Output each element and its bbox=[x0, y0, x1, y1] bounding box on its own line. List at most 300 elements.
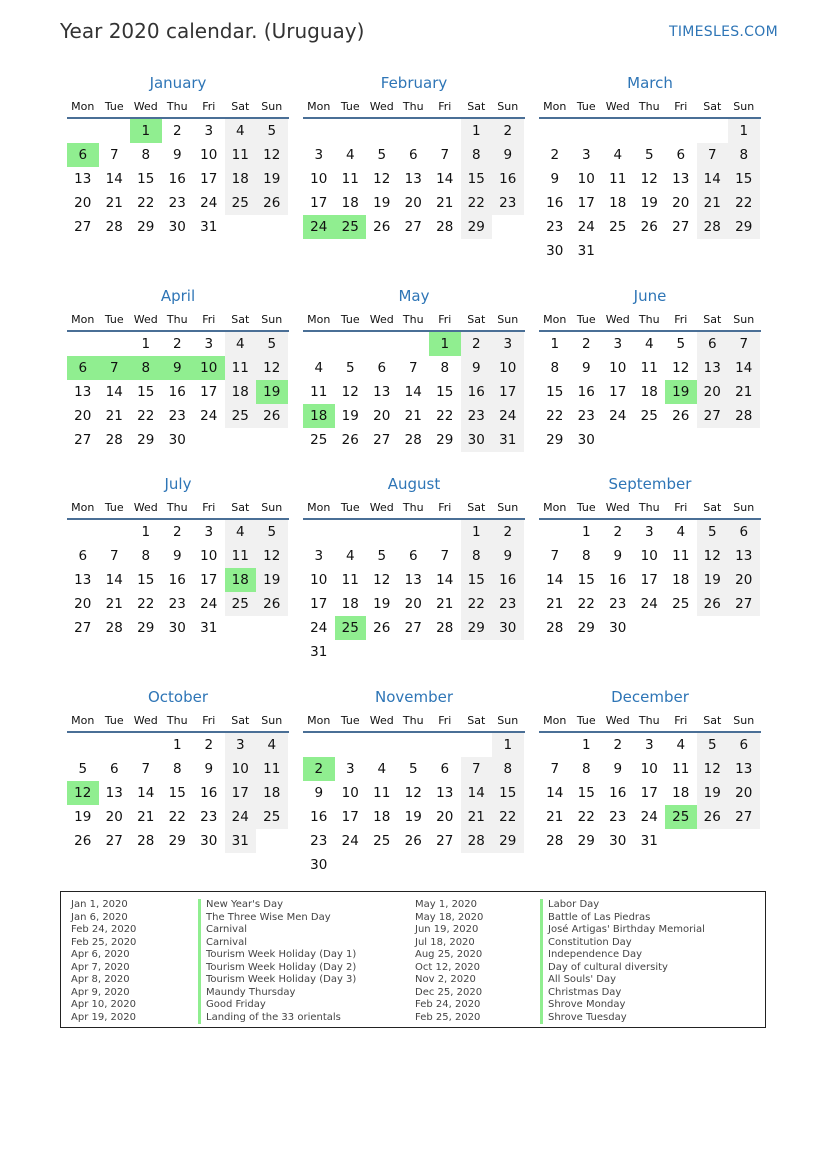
day-cell: 10 bbox=[609, 360, 627, 376]
holiday-day-cell: 2 bbox=[303, 757, 335, 781]
day-cell: 17 bbox=[225, 781, 257, 805]
day-cell: 1 bbox=[492, 733, 524, 757]
month-name: March bbox=[627, 74, 673, 92]
day-cell: 31 bbox=[200, 219, 218, 235]
day-cell: 1 bbox=[461, 119, 493, 143]
day-cell: 11 bbox=[373, 785, 391, 801]
day-cell: 14 bbox=[546, 572, 564, 588]
day-cell: 20 bbox=[105, 809, 123, 825]
day-cell: 7 bbox=[728, 332, 760, 356]
legend-date: Dec 25, 2020 bbox=[415, 986, 483, 998]
day-cell: 13 bbox=[697, 356, 729, 380]
day-cell: 15 bbox=[436, 384, 454, 400]
weekday-label: Tue bbox=[104, 313, 124, 326]
day-cell: 19 bbox=[697, 781, 729, 805]
day-cell: 4 bbox=[377, 761, 387, 777]
legend-date: Oct 12, 2020 bbox=[415, 961, 480, 973]
day-cell: 17 bbox=[640, 785, 658, 801]
holiday-day-cell: 8 bbox=[130, 356, 162, 380]
day-cell: 31 bbox=[640, 833, 658, 849]
day-cell: 9 bbox=[581, 360, 591, 376]
day-cell: 18 bbox=[256, 781, 288, 805]
weekday-label: Mon bbox=[307, 313, 331, 326]
day-cell: 6 bbox=[440, 761, 450, 777]
weekday-label: Sun bbox=[497, 501, 519, 514]
day-cell: 18 bbox=[373, 809, 391, 825]
weekday-label: Mon bbox=[71, 501, 95, 514]
weekday-label: Mon bbox=[543, 501, 567, 514]
day-cell: 26 bbox=[640, 219, 658, 235]
weekday-label: Tue bbox=[340, 313, 360, 326]
day-cell: 2 bbox=[172, 123, 182, 139]
day-cell: 20 bbox=[373, 408, 391, 424]
day-cell: 26 bbox=[404, 833, 422, 849]
weekday-label: Mon bbox=[71, 313, 95, 326]
day-cell: 11 bbox=[225, 544, 257, 568]
day-cell: 27 bbox=[373, 432, 391, 448]
day-cell: 17 bbox=[310, 195, 328, 211]
weekday-label: Wed bbox=[133, 100, 158, 113]
day-cell: 19 bbox=[74, 809, 92, 825]
day-cell: 28 bbox=[137, 833, 155, 849]
day-cell: 23 bbox=[168, 195, 186, 211]
day-cell: 30 bbox=[546, 243, 564, 259]
day-cell: 12 bbox=[672, 360, 690, 376]
day-cell: 1 bbox=[141, 336, 151, 352]
day-cell: 8 bbox=[440, 360, 450, 376]
day-cell: 16 bbox=[168, 171, 186, 187]
day-cell: 2 bbox=[492, 520, 524, 544]
weekday-label: Sun bbox=[497, 100, 519, 113]
month-name: August bbox=[387, 475, 441, 493]
day-cell: 30 bbox=[168, 219, 186, 235]
day-cell: 4 bbox=[613, 147, 623, 163]
day-cell: 7 bbox=[408, 360, 418, 376]
weekday-label: Thu bbox=[166, 501, 188, 514]
day-cell: 31 bbox=[225, 829, 257, 853]
day-cell: 13 bbox=[74, 171, 92, 187]
day-cell: 12 bbox=[256, 143, 288, 167]
day-cell: 7 bbox=[109, 147, 119, 163]
month-name: February bbox=[380, 74, 448, 92]
day-cell: 6 bbox=[697, 332, 729, 356]
day-cell: 26 bbox=[697, 592, 729, 616]
day-cell: 20 bbox=[436, 809, 454, 825]
month-name: September bbox=[608, 475, 692, 493]
day-cell: 5 bbox=[377, 147, 387, 163]
day-cell: 19 bbox=[256, 568, 288, 592]
day-cell: 28 bbox=[461, 829, 493, 853]
day-cell: 30 bbox=[609, 620, 627, 636]
day-cell: 18 bbox=[341, 195, 359, 211]
day-cell: 22 bbox=[461, 191, 493, 215]
holiday-day-cell: 18 bbox=[225, 568, 257, 592]
day-cell: 28 bbox=[436, 620, 454, 636]
holiday-legend bbox=[60, 891, 766, 1028]
day-cell: 26 bbox=[256, 592, 288, 616]
weekday-label: Thu bbox=[638, 313, 660, 326]
day-cell: 5 bbox=[256, 119, 288, 143]
legend-date: Apr 10, 2020 bbox=[71, 999, 137, 1010]
day-cell: 25 bbox=[672, 596, 690, 612]
day-cell: 3 bbox=[314, 548, 324, 564]
day-cell: 3 bbox=[204, 336, 214, 352]
legend-holiday-name: Independence Day bbox=[540, 949, 642, 962]
day-cell: 7 bbox=[550, 548, 560, 564]
month-name: January bbox=[149, 74, 207, 92]
day-cell: 30 bbox=[461, 428, 493, 452]
day-cell: 18 bbox=[225, 167, 257, 191]
weekday-label: Sun bbox=[261, 313, 283, 326]
day-cell: 30 bbox=[168, 432, 186, 448]
day-cell: 15 bbox=[492, 781, 524, 805]
day-cell: 6 bbox=[408, 548, 418, 564]
day-cell: 17 bbox=[200, 171, 218, 187]
day-cell: 3 bbox=[314, 147, 324, 163]
legend-date: Jan 6, 2020 bbox=[71, 911, 128, 923]
day-cell: 12 bbox=[697, 544, 729, 568]
month-name: June bbox=[633, 287, 667, 305]
day-cell: 4 bbox=[676, 524, 686, 540]
day-cell: 14 bbox=[728, 356, 760, 380]
day-cell: 30 bbox=[492, 616, 524, 640]
day-cell: 24 bbox=[200, 596, 218, 612]
weekday-label: Wed bbox=[133, 714, 158, 727]
day-cell: 13 bbox=[728, 757, 760, 781]
day-cell: 9 bbox=[172, 147, 182, 163]
day-cell: 2 bbox=[613, 737, 623, 753]
legend-holiday-name: José Artigas' Birthday Memorial bbox=[540, 924, 705, 937]
day-cell: 13 bbox=[74, 572, 92, 588]
day-cell: 2 bbox=[613, 524, 623, 540]
legend-holiday-name: Shrove Tuesday bbox=[540, 1012, 627, 1025]
day-cell: 10 bbox=[200, 147, 218, 163]
day-cell: 9 bbox=[550, 171, 560, 187]
day-cell: 17 bbox=[341, 809, 359, 825]
day-cell: 30 bbox=[200, 833, 218, 849]
day-cell: 21 bbox=[137, 809, 155, 825]
day-cell: 3 bbox=[345, 761, 355, 777]
day-cell: 13 bbox=[373, 384, 391, 400]
day-cell: 30 bbox=[168, 620, 186, 636]
day-cell: 20 bbox=[404, 596, 422, 612]
day-cell: 29 bbox=[137, 620, 155, 636]
day-cell: 25 bbox=[609, 219, 627, 235]
weekday-label: Sun bbox=[733, 100, 755, 113]
day-cell: 12 bbox=[404, 785, 422, 801]
day-cell: 16 bbox=[609, 785, 627, 801]
day-cell: 22 bbox=[492, 805, 524, 829]
weekday-label: Sun bbox=[261, 100, 283, 113]
day-cell: 5 bbox=[345, 360, 355, 376]
day-cell: 7 bbox=[697, 143, 729, 167]
day-cell: 13 bbox=[728, 544, 760, 568]
day-cell: 8 bbox=[728, 143, 760, 167]
day-cell: 24 bbox=[640, 809, 658, 825]
day-cell: 13 bbox=[404, 572, 422, 588]
day-cell: 10 bbox=[225, 757, 257, 781]
day-cell: 11 bbox=[672, 548, 690, 564]
day-cell: 29 bbox=[461, 616, 493, 640]
day-cell: 18 bbox=[341, 596, 359, 612]
day-cell: 6 bbox=[377, 360, 387, 376]
day-cell: 1 bbox=[581, 737, 591, 753]
day-cell: 29 bbox=[577, 833, 595, 849]
month-name: April bbox=[160, 287, 196, 305]
day-cell: 23 bbox=[168, 596, 186, 612]
weekday-label: Tue bbox=[340, 100, 360, 113]
day-cell: 26 bbox=[697, 805, 729, 829]
day-cell: 5 bbox=[256, 332, 288, 356]
day-cell: 4 bbox=[225, 332, 257, 356]
day-cell: 29 bbox=[461, 215, 493, 239]
legend-holiday-name: Carnival bbox=[198, 937, 247, 950]
day-cell: 8 bbox=[581, 548, 591, 564]
holiday-day-cell: 24 bbox=[303, 215, 335, 239]
day-cell: 19 bbox=[640, 195, 658, 211]
weekday-label: Thu bbox=[638, 501, 660, 514]
legend-holiday-name: Constitution Day bbox=[540, 937, 632, 950]
day-cell: 15 bbox=[168, 785, 186, 801]
day-cell: 15 bbox=[461, 167, 493, 191]
weekday-label: Tue bbox=[576, 501, 596, 514]
day-cell: 15 bbox=[577, 572, 595, 588]
legend-date: Jan 1, 2020 bbox=[71, 899, 128, 910]
day-cell: 24 bbox=[341, 833, 359, 849]
day-cell: 3 bbox=[581, 147, 591, 163]
day-cell: 11 bbox=[225, 356, 257, 380]
weekday-label: Mon bbox=[307, 501, 331, 514]
day-cell: 4 bbox=[314, 360, 324, 376]
day-cell: 9 bbox=[461, 356, 493, 380]
weekday-label: Sat bbox=[703, 501, 722, 514]
day-cell: 12 bbox=[373, 572, 391, 588]
day-cell: 20 bbox=[74, 408, 92, 424]
day-cell: 9 bbox=[172, 548, 182, 564]
weekday-label: Sat bbox=[467, 714, 486, 727]
day-cell: 30 bbox=[609, 833, 627, 849]
day-cell: 13 bbox=[74, 384, 92, 400]
weekday-label: Tue bbox=[104, 714, 124, 727]
holiday-day-cell: 18 bbox=[303, 404, 335, 428]
day-cell: 22 bbox=[546, 408, 564, 424]
weekday-label: Sat bbox=[703, 714, 722, 727]
legend-date: Apr 9, 2020 bbox=[71, 986, 130, 998]
legend-holiday-name: Tourism Week Holiday (Day 3) bbox=[198, 974, 356, 987]
day-cell: 3 bbox=[204, 524, 214, 540]
day-cell: 23 bbox=[609, 596, 627, 612]
day-cell: 5 bbox=[377, 548, 387, 564]
holiday-day-cell: 19 bbox=[665, 380, 697, 404]
legend-holiday-name: Day of cultural diversity bbox=[540, 962, 668, 975]
holiday-day-cell: 1 bbox=[130, 119, 162, 143]
weekday-label: Sun bbox=[733, 313, 755, 326]
day-cell: 2 bbox=[550, 147, 560, 163]
day-cell: 7 bbox=[550, 761, 560, 777]
day-cell: 9 bbox=[492, 143, 524, 167]
weekday-label: Mon bbox=[543, 313, 567, 326]
holiday-day-cell: 7 bbox=[99, 356, 131, 380]
day-cell: 8 bbox=[461, 143, 493, 167]
holiday-day-cell: 10 bbox=[193, 356, 225, 380]
month-name: May bbox=[398, 287, 430, 305]
day-cell: 26 bbox=[341, 432, 359, 448]
day-cell: 20 bbox=[74, 596, 92, 612]
brand-link[interactable]: TIMESLES.COM bbox=[669, 24, 778, 40]
day-cell: 12 bbox=[256, 356, 288, 380]
legend-holiday-name: The Three Wise Men Day bbox=[198, 912, 331, 925]
day-cell: 30 bbox=[310, 857, 328, 873]
day-cell: 23 bbox=[492, 191, 524, 215]
day-cell: 27 bbox=[697, 404, 729, 428]
weekday-label: Sat bbox=[467, 501, 486, 514]
day-cell: 18 bbox=[640, 384, 658, 400]
day-cell: 20 bbox=[74, 195, 92, 211]
day-cell: 3 bbox=[644, 524, 654, 540]
day-cell: 26 bbox=[256, 191, 288, 215]
legend-date: Apr 6, 2020 bbox=[71, 949, 130, 960]
weekday-label: Tue bbox=[340, 501, 360, 514]
day-cell: 21 bbox=[461, 805, 493, 829]
day-cell: 14 bbox=[546, 785, 564, 801]
holiday-day-cell: 19 bbox=[256, 380, 288, 404]
day-cell: 19 bbox=[404, 809, 422, 825]
weekday-label: Thu bbox=[402, 313, 424, 326]
day-cell: 11 bbox=[341, 572, 359, 588]
day-cell: 6 bbox=[728, 733, 760, 757]
weekday-label: Thu bbox=[402, 501, 424, 514]
day-cell: 4 bbox=[644, 336, 654, 352]
legend-date: Apr 19, 2020 bbox=[71, 1011, 137, 1023]
day-cell: 2 bbox=[204, 737, 214, 753]
day-cell: 15 bbox=[461, 568, 493, 592]
day-cell: 7 bbox=[440, 548, 450, 564]
weekday-label: Wed bbox=[133, 501, 158, 514]
day-cell: 15 bbox=[137, 572, 155, 588]
day-cell: 6 bbox=[676, 147, 686, 163]
weekday-label: Wed bbox=[369, 100, 394, 113]
day-cell: 1 bbox=[172, 737, 182, 753]
day-cell: 18 bbox=[672, 785, 690, 801]
day-cell: 28 bbox=[404, 432, 422, 448]
weekday-label: Sat bbox=[231, 100, 250, 113]
day-cell: 5 bbox=[697, 520, 729, 544]
legend-holiday-name: Carnival bbox=[198, 924, 247, 937]
day-cell: 15 bbox=[137, 384, 155, 400]
day-cell: 24 bbox=[577, 219, 595, 235]
day-cell: 13 bbox=[105, 785, 123, 801]
day-cell: 29 bbox=[137, 219, 155, 235]
weekday-label: Sun bbox=[733, 501, 755, 514]
day-cell: 14 bbox=[137, 785, 155, 801]
day-cell: 26 bbox=[373, 620, 391, 636]
day-cell: 24 bbox=[640, 596, 658, 612]
day-cell: 10 bbox=[341, 785, 359, 801]
weekday-label: Thu bbox=[638, 714, 660, 727]
day-cell: 9 bbox=[314, 785, 324, 801]
weekday-label: Thu bbox=[166, 100, 188, 113]
day-cell: 16 bbox=[546, 195, 564, 211]
day-cell: 8 bbox=[172, 761, 182, 777]
legend-date: Feb 25, 2020 bbox=[415, 1011, 481, 1023]
day-cell: 31 bbox=[492, 428, 524, 452]
day-cell: 8 bbox=[492, 757, 524, 781]
day-cell: 28 bbox=[105, 219, 123, 235]
weekday-label: Fri bbox=[674, 714, 688, 727]
weekday-label: Sat bbox=[231, 714, 250, 727]
day-cell: 1 bbox=[728, 119, 760, 143]
day-cell: 29 bbox=[577, 620, 595, 636]
day-cell: 31 bbox=[577, 243, 595, 259]
day-cell: 24 bbox=[200, 195, 218, 211]
weekday-label: Sun bbox=[261, 714, 283, 727]
day-cell: 16 bbox=[492, 568, 524, 592]
day-cell: 21 bbox=[105, 596, 123, 612]
day-cell: 30 bbox=[577, 432, 595, 448]
day-cell: 18 bbox=[609, 195, 627, 211]
day-cell: 24 bbox=[492, 404, 524, 428]
day-cell: 27 bbox=[436, 833, 454, 849]
day-cell: 16 bbox=[310, 809, 328, 825]
day-cell: 10 bbox=[310, 572, 328, 588]
day-cell: 27 bbox=[74, 432, 92, 448]
day-cell: 14 bbox=[105, 572, 123, 588]
day-cell: 7 bbox=[461, 757, 493, 781]
day-cell: 1 bbox=[550, 336, 560, 352]
day-cell: 11 bbox=[640, 360, 658, 376]
day-cell: 26 bbox=[74, 833, 92, 849]
day-cell: 16 bbox=[609, 572, 627, 588]
day-cell: 8 bbox=[141, 548, 151, 564]
day-cell: 29 bbox=[436, 432, 454, 448]
day-cell: 5 bbox=[256, 520, 288, 544]
day-cell: 10 bbox=[640, 548, 658, 564]
weekday-label: Thu bbox=[402, 714, 424, 727]
day-cell: 19 bbox=[373, 596, 391, 612]
day-cell: 25 bbox=[640, 408, 658, 424]
legend-holiday-name: Tourism Week Holiday (Day 1) bbox=[198, 949, 356, 962]
weekday-label: Mon bbox=[543, 100, 567, 113]
day-cell: 3 bbox=[613, 336, 623, 352]
day-cell: 19 bbox=[373, 195, 391, 211]
day-cell: 15 bbox=[546, 384, 564, 400]
day-cell: 29 bbox=[492, 829, 524, 853]
day-cell: 12 bbox=[373, 171, 391, 187]
day-cell: 26 bbox=[256, 404, 288, 428]
legend-date: May 18, 2020 bbox=[415, 911, 484, 923]
weekday-label: Fri bbox=[674, 501, 688, 514]
weekday-label: Tue bbox=[576, 100, 596, 113]
day-cell: 17 bbox=[640, 572, 658, 588]
day-cell: 10 bbox=[200, 548, 218, 564]
weekday-label: Fri bbox=[438, 501, 452, 514]
weekday-label: Wed bbox=[605, 100, 630, 113]
day-cell: 28 bbox=[436, 219, 454, 235]
weekday-label: Fri bbox=[202, 501, 216, 514]
day-cell: 22 bbox=[728, 191, 760, 215]
day-cell: 16 bbox=[168, 572, 186, 588]
weekday-label: Wed bbox=[605, 714, 630, 727]
day-cell: 16 bbox=[492, 167, 524, 191]
day-cell: 19 bbox=[256, 167, 288, 191]
weekday-label: Wed bbox=[133, 313, 158, 326]
day-cell: 17 bbox=[200, 384, 218, 400]
day-cell: 27 bbox=[74, 620, 92, 636]
day-cell: 2 bbox=[172, 524, 182, 540]
day-cell: 12 bbox=[256, 544, 288, 568]
day-cell: 5 bbox=[676, 336, 686, 352]
weekday-label: Sat bbox=[467, 313, 486, 326]
